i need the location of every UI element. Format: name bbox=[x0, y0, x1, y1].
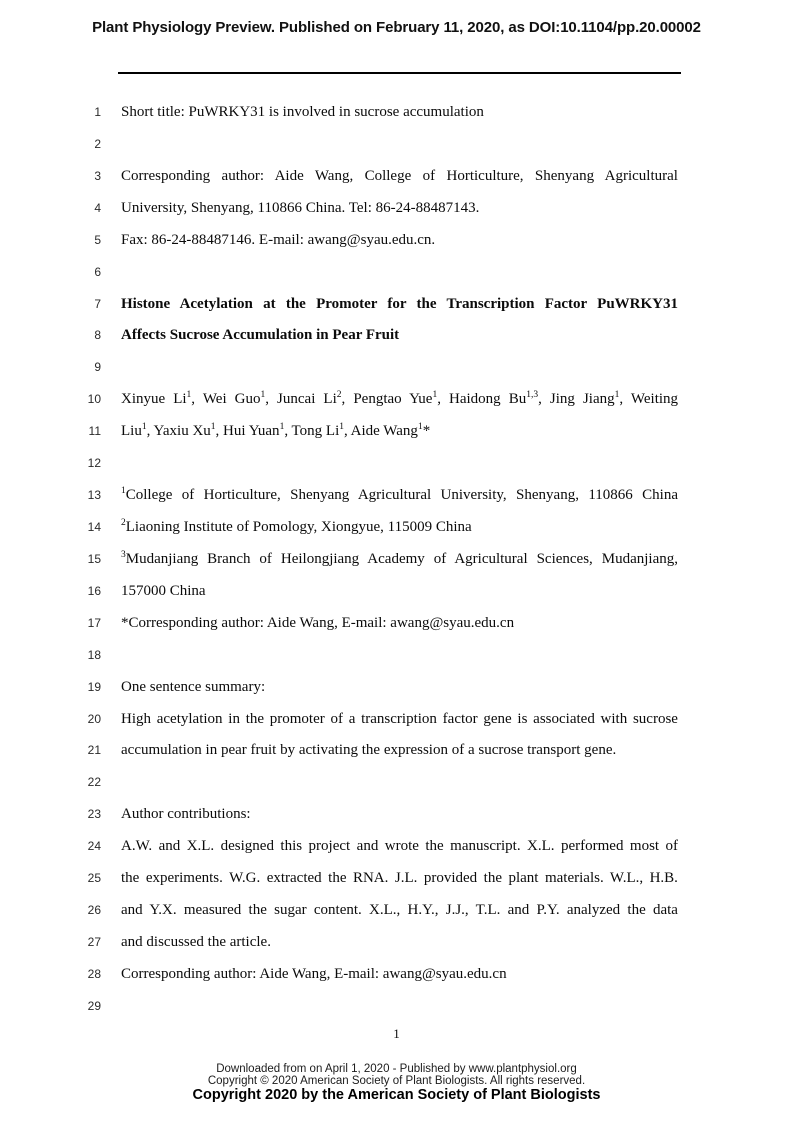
manuscript-line bbox=[0, 927, 793, 959]
superscript-affiliation: 1 bbox=[417, 422, 423, 433]
manuscript-line bbox=[0, 257, 793, 289]
line-text: $^1$College of Horticulture, Shenyang Agricultural University, Shenyang, 110866 China bbox=[121, 486, 678, 504]
header-divider-rule bbox=[118, 72, 681, 74]
line-number: 8 bbox=[94, 328, 101, 343]
manuscript-body bbox=[0, 97, 793, 1023]
manuscript-line bbox=[0, 161, 793, 193]
line-text: the experiments. W.G. extracted the RNA. J.L. provided the plant materials. W.L., H.B. bbox=[121, 870, 678, 887]
superscript-affiliation: 2 bbox=[336, 390, 342, 401]
manuscript-line bbox=[0, 384, 793, 416]
manuscript-line bbox=[0, 991, 793, 1023]
line-number: 6 bbox=[94, 264, 101, 279]
line-text: Author contributions: bbox=[121, 806, 251, 823]
line-number: 21 bbox=[87, 743, 101, 758]
line-text: Affects Sucrose Accumulation in Pear Fruit bbox=[121, 327, 400, 344]
manuscript-line bbox=[0, 831, 793, 863]
line-number: 26 bbox=[87, 903, 101, 918]
line-number: 14 bbox=[87, 519, 101, 534]
superscript-affiliation: 1 bbox=[141, 422, 147, 433]
copyright-line: Copyright © 2020 American Society of Plant Biologists. All rights reserved. bbox=[207, 1074, 586, 1087]
superscript-affiliation: 1,3 bbox=[526, 390, 539, 401]
line-text: Corresponding author: Aide Wang, College of Horticulture, Shenyang Agricultural bbox=[121, 167, 678, 184]
line-text: University, Shenyang, 110866 China. Tel: 86-24-88487143. bbox=[121, 199, 480, 216]
line-number: 19 bbox=[87, 679, 101, 694]
line-number: 27 bbox=[87, 934, 101, 949]
page-number: 1 bbox=[393, 1026, 400, 1041]
line-number: 22 bbox=[87, 775, 101, 790]
manuscript-line bbox=[0, 320, 793, 352]
line-number: 11 bbox=[88, 424, 101, 439]
manuscript-line bbox=[0, 544, 793, 576]
line-text: Xinyue Li$^1$, Wei Guo$^1$, Juncai Li$^2$, Pengtao Yue$^1$, Haidong Bu$^{1,3}$, Jing Jiang$^1$, Weiting bbox=[121, 390, 679, 408]
line-text: and discussed the article. bbox=[121, 933, 271, 950]
line-number: 25 bbox=[87, 871, 101, 886]
line-text: High acetylation in the promoter of a transcription factor gene is associated with sucrose bbox=[121, 710, 678, 727]
superscript-affiliation: 1 bbox=[186, 390, 192, 401]
line-text: Short title: PuWRKY31 is involved in sucrose accumulation bbox=[121, 104, 484, 120]
manuscript-line bbox=[0, 416, 793, 448]
manuscript-line bbox=[0, 352, 793, 384]
superscript-affiliation: 1 bbox=[279, 422, 285, 433]
manuscript-line bbox=[0, 97, 793, 129]
line-number: 7 bbox=[94, 296, 101, 311]
line-text: One sentence summary: bbox=[121, 678, 266, 695]
line-number: 28 bbox=[87, 966, 101, 981]
manuscript-line bbox=[0, 576, 793, 608]
manuscript-line bbox=[0, 799, 793, 831]
manuscript-line bbox=[0, 704, 793, 736]
superscript-affiliation: 1 bbox=[210, 422, 216, 433]
line-number: 2 bbox=[94, 136, 101, 151]
line-text: Histone Acetylation at the Promoter for the Transcription Factor PuWRKY31 bbox=[121, 295, 679, 312]
line-text: and Y.X. measured the sugar content. X.L., H.Y., J.J., T.L. and P.Y. analyzed the data bbox=[121, 902, 678, 919]
superscript-affiliation: 2 bbox=[121, 517, 126, 528]
manuscript-line bbox=[0, 863, 793, 895]
manuscript-line bbox=[0, 480, 793, 512]
line-number: 18 bbox=[87, 647, 101, 662]
manuscript-line bbox=[0, 289, 793, 321]
manuscript-line bbox=[0, 959, 793, 991]
page-footer bbox=[0, 1064, 793, 1102]
copyright-bold-line: Copyright 2020 by the American Society of Plant Biologists bbox=[192, 1087, 601, 1103]
superscript-affiliation: 1 bbox=[121, 486, 126, 497]
downloaded-from-line: Downloaded from on April 1, 2020 - Published by www.plantphysiol.org bbox=[216, 1063, 577, 1075]
superscript-affiliation: 1 bbox=[432, 390, 438, 401]
manuscript-line bbox=[0, 640, 793, 672]
line-text: $^3$Mudanjiang Branch of Heilongjiang Academy of Agricultural Sciences, Mudanjiang, bbox=[121, 549, 678, 567]
line-text: $^2$Liaoning Institute of Pomology, Xiongyue, 115009 China bbox=[121, 517, 472, 535]
superscript-affiliation: 3 bbox=[121, 549, 126, 560]
manuscript-line bbox=[0, 895, 793, 927]
preview-publication-notice: Plant Physiology Preview. Published on February 11, 2020, as DOI:10.1104/pp.20.00002 bbox=[92, 19, 701, 36]
line-number: 23 bbox=[87, 807, 101, 822]
line-number: 3 bbox=[94, 168, 101, 183]
manuscript-line bbox=[0, 193, 793, 225]
manuscript-line bbox=[0, 608, 793, 640]
line-text: *Corresponding author: Aide Wang, E-mail: awang@syau.edu.cn bbox=[121, 614, 515, 631]
line-number: 13 bbox=[87, 488, 101, 503]
manuscript-line bbox=[0, 672, 793, 704]
superscript-affiliation: 1 bbox=[260, 390, 266, 401]
line-text: accumulation in pear fruit by activating the expression of a sucrose transport gene. bbox=[121, 742, 617, 759]
manuscript-line bbox=[0, 767, 793, 799]
manuscript-line bbox=[0, 225, 793, 257]
line-number: 29 bbox=[87, 998, 101, 1013]
line-number: 20 bbox=[87, 711, 101, 726]
line-number: 12 bbox=[87, 456, 101, 471]
manuscript-line bbox=[0, 448, 793, 480]
manuscript-line bbox=[0, 735, 793, 767]
superscript-affiliation: 1 bbox=[614, 390, 620, 401]
line-text: Corresponding author: Aide Wang, E-mail: awang@syau.edu.cn bbox=[121, 965, 507, 982]
manuscript-line bbox=[0, 129, 793, 161]
line-number: 9 bbox=[94, 360, 101, 375]
superscript-affiliation: 1 bbox=[339, 422, 344, 433]
line-text: 157000 China bbox=[121, 582, 206, 599]
line-number: 1 bbox=[94, 105, 101, 119]
line-number: 10 bbox=[87, 392, 101, 407]
line-number: 17 bbox=[87, 615, 101, 630]
line-text: Fax: 86-24-88487146. E-mail: awang@syau.edu.cn. bbox=[121, 231, 436, 248]
line-text: Liu$^1$, Yaxiu Xu$^1$, Hui Yuan$^1$, Tong Li$^1$, Aide Wang$^1$* bbox=[121, 422, 431, 440]
line-number: 16 bbox=[87, 583, 101, 598]
manuscript-line bbox=[0, 512, 793, 544]
line-number: 15 bbox=[87, 551, 101, 566]
line-number: 4 bbox=[94, 200, 101, 215]
line-text: A.W. and X.L. designed this project and wrote the manuscript. X.L. performed most of bbox=[121, 838, 679, 855]
line-number: 5 bbox=[94, 232, 101, 247]
line-number: 24 bbox=[87, 839, 101, 854]
